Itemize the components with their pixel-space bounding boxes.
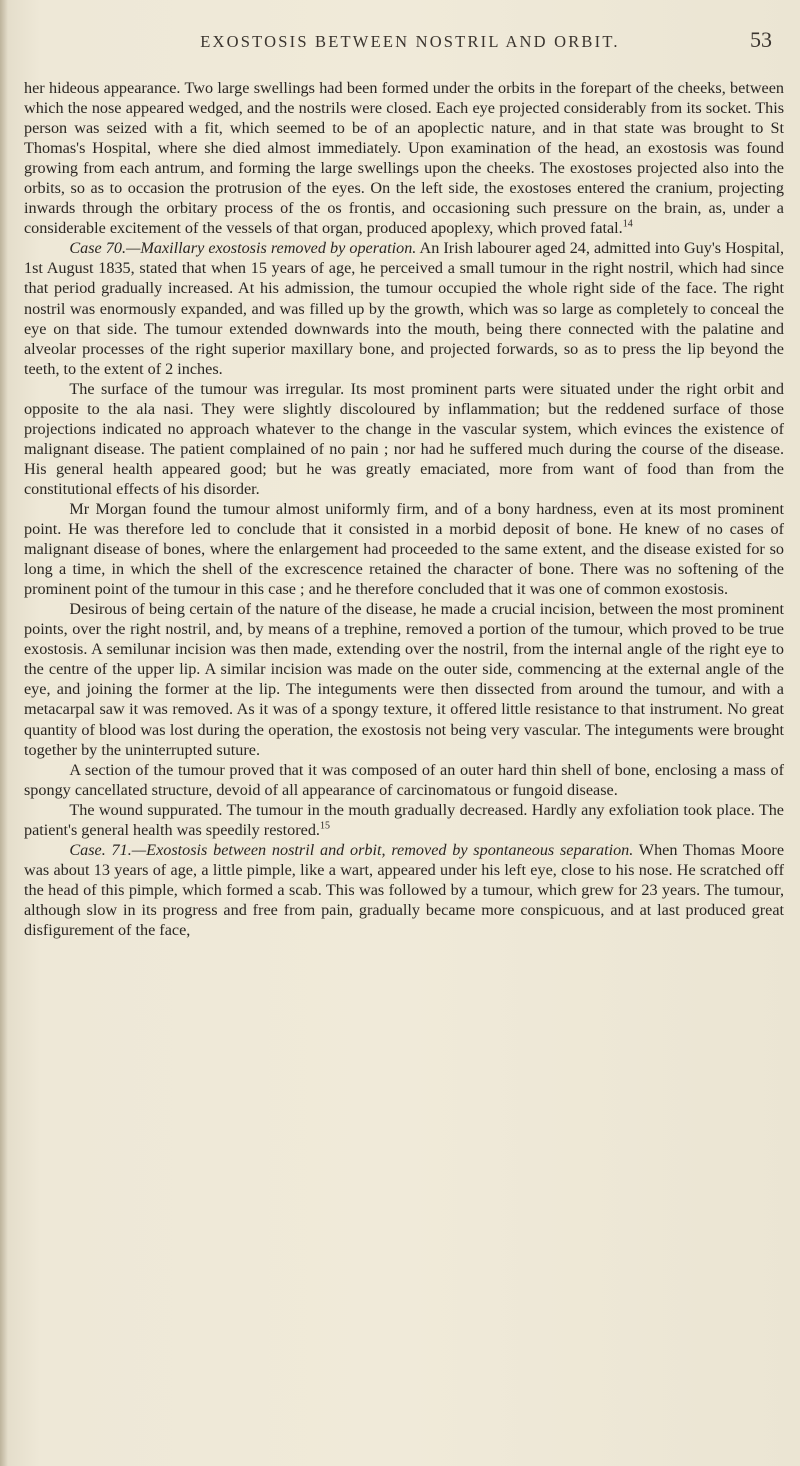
running-head: EXOSTOSIS BETWEEN NOSTRIL AND ORBIT.	[200, 32, 620, 51]
paragraph-text: The surface of the tumour was irregular. Its most prominent parts were situated under the right orbit and opposite to the ala nasi. They were slightly discoloured by inflammation; but the reddened surface of those projections indicated no approach whatever to the change in the vascular system, which evinces the existence of malignant disease. The patient complained of no pain ; nor had he suffered much during the course of the disease. His general health appeared good; but he was greatly emaciated, more from want of food than from the constitutional effects of his disorder.	[24, 379, 784, 498]
paragraph	[24, 760, 784, 800]
gutter-shadow	[0, 0, 8, 1466]
paragraph-text: An Irish labourer aged 24, admitted into Guy's Hospital, 1st August 1835, stated that when 15 years of age, he perceived a small tumour in the right nostril, which had since that period gradually increased. At his admission, the tumour occupied the whole right side of the face. The right nostril was enormously expanded, and was filled up by the growth, which was so large as completely to conceal the eye on that side. The tumour extended downwards into the mouth, being there connected with the palatine and alveolar processes of the right superior maxillary bone, and projected forwards, so as to press the lip beyond the teeth, to the extent of 2 inches.	[24, 239, 784, 378]
body-text	[24, 78, 784, 940]
paragraph-text: The wound suppurated. The tumour in the mouth gradually decreased. Hardly any exfoliation took place. The patient's general health was speedily restored.	[24, 800, 784, 839]
paragraph	[24, 800, 784, 840]
paragraph-text: Desirous of being certain of the nature of the disease, he made a crucial incision, between the most prominent points, over the right nostril, and, by means of a trephine, removed a portion of the tumour, which proved to be true exostosis. A semilunar incision was then made, extending over the nostril, from the internal angle of the right eye to the centre of the upper lip. A similar incision was made on the outer side, commencing at the external angle of the eye, and joining the former at the lip. The integuments were then dissected from around the tumour, and with a metacarpal saw it was removed. As it was of a spongy texture, it offered little resistance to that instrument. No great quantity of blood was lost during the operation, the exostosis not being very vascular. The integuments were brought together by the uninterrupted suture.	[24, 600, 784, 759]
case-title: Case. 71.—Exostosis between nostril and orbit, removed by spontaneous separation.	[69, 840, 634, 859]
page-number: 53	[750, 27, 772, 52]
paragraph	[24, 599, 784, 759]
footnote-ref: 14	[622, 218, 633, 230]
paragraph	[24, 238, 784, 378]
paragraph	[24, 840, 784, 940]
paragraph-text: her hideous appearance. Two large swellings had been formed under the orbits in the forepart of the cheeks, between which the nose appeared wedged, and the nostrils were closed. Each eye projected considerably from its socket. This person was seized with a fit, which seemed to be of an apoplectic nature, and in that state was brought to St Thomas's Hospital, where she died almost immediately. Upon examination of the head, an exostosis was found growing from each antrum, and forming the large swellings upon the cheeks. The exostoses projected also into the orbits, so as to occasion the protrusion of the eyes. On the left side, the exostoses entered the cranium, projecting inwards through the orbitary process of the os frontis, and occasioning such pressure on the brain, as, under a considerable excitement of the vessels of that organ, produced apoplexy, which proved fatal.	[24, 79, 784, 238]
paragraph	[24, 78, 784, 238]
paragraph-text: Mr Morgan found the tumour almost uniformly firm, and of a bony hardness, even at its most prominent point. He was therefore led to conclude that it consisted in a morbid deposit of bone. He knew of no cases of malignant disease of bones, where the enlargement had proceeded to the same extent, and the disease existed for so long a time, in which the shell of the excrescence retained the character of bone. There was no softening of the prominent point of the tumour in this case ; and he therefore concluded that it was one of common exostosis.	[24, 499, 784, 599]
paragraph	[24, 379, 784, 499]
paragraph-text: When Thomas Moore was about 13 years of age, a little pimple, like a wart, appeared under his left eye, close to his nose. He scratched off the head of this pimple, which formed a scab. This was followed by a tumour, which grew for 23 years. The tumour, although slow in its progress and free from pain, gradually became more conspicuous, and at last produced great disfigurement of the face,	[24, 840, 785, 939]
footnote-ref: 15	[319, 820, 330, 832]
paragraph-text: A section of the tumour proved that it was composed of an outer hard thin shell of bone, enclosing a mass of spongy cancellated structure, devoid of all appearance of carcinomatous or fungoid disease.	[24, 760, 784, 799]
case-title: Case 70.—Maxillary exostosis removed by operation.	[69, 239, 417, 258]
paragraph	[24, 499, 784, 599]
